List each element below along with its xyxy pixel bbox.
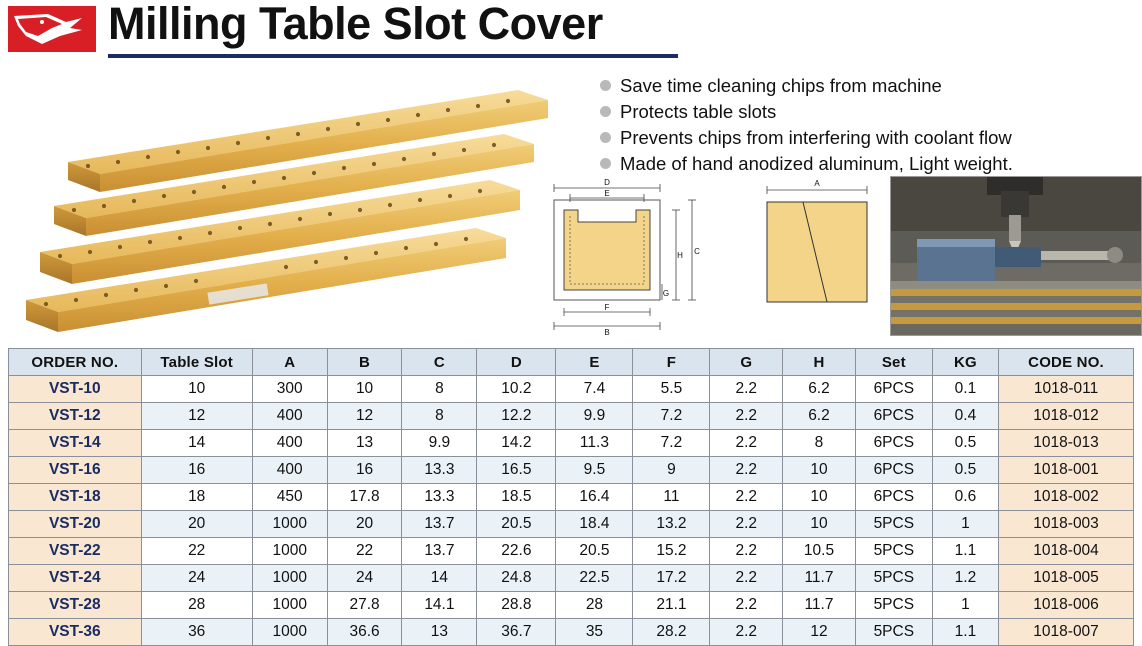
cell-d: 10.2 — [477, 376, 556, 403]
product-photo — [8, 66, 553, 336]
length-view-drawing — [745, 176, 895, 336]
cell-a: 400 — [252, 430, 327, 457]
cell-g: 2.2 — [710, 430, 783, 457]
cell-table-slot: 22 — [141, 538, 252, 565]
cell-f: 21.1 — [633, 592, 710, 619]
cell-set: 5PCS — [855, 592, 932, 619]
cell-order-no: VST-18 — [9, 484, 142, 511]
cell-b: 10 — [327, 376, 402, 403]
cell-g: 2.2 — [710, 619, 783, 646]
cell-b: 13 — [327, 430, 402, 457]
cell-d: 14.2 — [477, 430, 556, 457]
cell-g: 2.2 — [710, 565, 783, 592]
cell-f: 15.2 — [633, 538, 710, 565]
cell-kg: 0.6 — [932, 484, 998, 511]
cell-d: 28.8 — [477, 592, 556, 619]
cell-order-no: VST-20 — [9, 511, 142, 538]
cell-c: 14 — [402, 565, 477, 592]
feature-list — [600, 74, 1120, 178]
cell-e: 20.5 — [556, 538, 633, 565]
cell-set: 6PCS — [855, 457, 932, 484]
cell-b: 22 — [327, 538, 402, 565]
cell-c: 8 — [402, 376, 477, 403]
col-c: C — [402, 349, 477, 376]
cell-a: 1000 — [252, 565, 327, 592]
table-row — [9, 457, 1134, 484]
cell-a: 400 — [252, 457, 327, 484]
dim-label-b: B — [604, 328, 610, 336]
cell-c: 8 — [402, 403, 477, 430]
col-f: F — [633, 349, 710, 376]
cell-order-no: VST-24 — [9, 565, 142, 592]
cell-f: 17.2 — [633, 565, 710, 592]
col-set: Set — [855, 349, 932, 376]
cell-h: 12 — [783, 619, 856, 646]
cell-order-no: VST-12 — [9, 403, 142, 430]
table-row — [9, 619, 1134, 646]
cell-kg: 1.1 — [932, 538, 998, 565]
cell-e: 16.4 — [556, 484, 633, 511]
cell-d: 36.7 — [477, 619, 556, 646]
feature-text: Protects table slots — [620, 101, 777, 122]
feature-text: Made of hand anodized aluminum, Light weight. — [620, 153, 1013, 174]
list-item — [600, 126, 1120, 149]
cell-kg: 0.5 — [932, 457, 998, 484]
cell-f: 7.2 — [633, 430, 710, 457]
cell-set: 6PCS — [855, 484, 932, 511]
cell-h: 11.7 — [783, 565, 856, 592]
cell-a: 450 — [252, 484, 327, 511]
cell-order-no: VST-14 — [9, 430, 142, 457]
dim-label-a: A — [814, 179, 820, 188]
cell-e: 18.4 — [556, 511, 633, 538]
cell-c: 9.9 — [402, 430, 477, 457]
table-row — [9, 430, 1134, 457]
cell-d: 16.5 — [477, 457, 556, 484]
cell-kg: 0.4 — [932, 403, 998, 430]
col-d: D — [477, 349, 556, 376]
cell-h: 8 — [783, 430, 856, 457]
cell-f: 13.2 — [633, 511, 710, 538]
cell-d: 24.8 — [477, 565, 556, 592]
cell-d: 12.2 — [477, 403, 556, 430]
table-row — [9, 592, 1134, 619]
list-item — [600, 74, 1120, 97]
cell-table-slot: 20 — [141, 511, 252, 538]
feature-text: Prevents chips from interfering with coolant flow — [620, 127, 1012, 148]
table-row — [9, 538, 1134, 565]
spec-table-container — [8, 348, 1134, 646]
dim-label-f: F — [604, 303, 610, 312]
table-row — [9, 511, 1134, 538]
cell-order-no: VST-16 — [9, 457, 142, 484]
cell-set: 6PCS — [855, 376, 932, 403]
cell-code-no: 1018-002 — [999, 484, 1134, 511]
dim-label-c: C — [694, 247, 700, 256]
cell-kg: 1 — [932, 592, 998, 619]
cell-f: 11 — [633, 484, 710, 511]
cell-c: 13.3 — [402, 484, 477, 511]
list-item — [600, 152, 1120, 175]
cell-code-no: 1018-003 — [999, 511, 1134, 538]
col-table-slot: Table Slot — [141, 349, 252, 376]
cell-table-slot: 24 — [141, 565, 252, 592]
cell-e: 9.9 — [556, 403, 633, 430]
dim-label-h: H — [677, 251, 683, 260]
application-photo — [890, 176, 1142, 336]
cell-e: 22.5 — [556, 565, 633, 592]
table-row — [9, 376, 1134, 403]
cross-section-drawing — [540, 176, 720, 336]
dim-label-g: G — [662, 289, 670, 298]
cell-g: 2.2 — [710, 403, 783, 430]
cell-a: 300 — [252, 376, 327, 403]
cell-set: 5PCS — [855, 511, 932, 538]
cell-code-no: 1018-005 — [999, 565, 1134, 592]
cell-g: 2.2 — [710, 538, 783, 565]
eagle-head-icon — [8, 6, 96, 52]
col-b: B — [327, 349, 402, 376]
cell-set: 5PCS — [855, 565, 932, 592]
bullet-icon — [600, 106, 611, 117]
cell-set: 5PCS — [855, 619, 932, 646]
page-header — [0, 0, 1142, 62]
cell-table-slot: 14 — [141, 430, 252, 457]
cell-set: 6PCS — [855, 403, 932, 430]
cell-c: 13.7 — [402, 511, 477, 538]
cell-h: 6.2 — [783, 376, 856, 403]
col-kg: KG — [932, 349, 998, 376]
title-underline — [108, 54, 678, 58]
cell-kg: 1.2 — [932, 565, 998, 592]
cell-b: 16 — [327, 457, 402, 484]
table-header-row — [9, 349, 1134, 376]
cell-g: 2.2 — [710, 376, 783, 403]
table-row — [9, 484, 1134, 511]
cell-c: 13.7 — [402, 538, 477, 565]
cell-c: 14.1 — [402, 592, 477, 619]
cell-b: 17.8 — [327, 484, 402, 511]
cell-a: 1000 — [252, 538, 327, 565]
cell-b: 20 — [327, 511, 402, 538]
cell-a: 1000 — [252, 592, 327, 619]
cell-b: 36.6 — [327, 619, 402, 646]
cell-h: 11.7 — [783, 592, 856, 619]
cell-code-no: 1018-012 — [999, 403, 1134, 430]
cell-f: 7.2 — [633, 403, 710, 430]
cell-order-no: VST-22 — [9, 538, 142, 565]
cell-code-no: 1018-013 — [999, 430, 1134, 457]
cell-b: 27.8 — [327, 592, 402, 619]
dim-label-d: D — [604, 178, 610, 187]
cell-kg: 1.1 — [932, 619, 998, 646]
col-e: E — [556, 349, 633, 376]
cell-table-slot: 28 — [141, 592, 252, 619]
cell-table-slot: 16 — [141, 457, 252, 484]
cell-e: 9.5 — [556, 457, 633, 484]
cell-e: 11.3 — [556, 430, 633, 457]
list-item — [600, 100, 1120, 123]
cell-code-no: 1018-001 — [999, 457, 1134, 484]
cell-b: 24 — [327, 565, 402, 592]
cell-order-no: VST-28 — [9, 592, 142, 619]
dim-label-e: E — [604, 189, 610, 198]
feature-text: Save time cleaning chips from machine — [620, 75, 942, 96]
cell-order-no: VST-36 — [9, 619, 142, 646]
cell-kg: 0.1 — [932, 376, 998, 403]
table-row — [9, 403, 1134, 430]
cell-kg: 1 — [932, 511, 998, 538]
cell-h: 10 — [783, 511, 856, 538]
cell-h: 10 — [783, 457, 856, 484]
cross-section-svg — [540, 176, 720, 336]
bullet-icon — [600, 80, 611, 91]
cell-e: 7.4 — [556, 376, 633, 403]
cell-code-no: 1018-004 — [999, 538, 1134, 565]
cell-e: 28 — [556, 592, 633, 619]
cell-table-slot: 12 — [141, 403, 252, 430]
drawings-section — [540, 176, 1140, 340]
cell-table-slot: 10 — [141, 376, 252, 403]
cell-d: 20.5 — [477, 511, 556, 538]
cell-table-slot: 18 — [141, 484, 252, 511]
cell-g: 2.2 — [710, 511, 783, 538]
bullet-icon — [600, 158, 611, 169]
cell-e: 35 — [556, 619, 633, 646]
cell-d: 18.5 — [477, 484, 556, 511]
cell-h: 6.2 — [783, 403, 856, 430]
cell-d: 22.6 — [477, 538, 556, 565]
cell-g: 2.2 — [710, 457, 783, 484]
cell-order-no: VST-10 — [9, 376, 142, 403]
page-title: Milling Table Slot Cover — [108, 0, 603, 49]
cell-code-no: 1018-007 — [999, 619, 1134, 646]
milling-machine-photo — [891, 177, 1141, 335]
cell-c: 13.3 — [402, 457, 477, 484]
length-view-svg — [745, 176, 895, 336]
table-row — [9, 565, 1134, 592]
spec-table — [8, 348, 1134, 646]
eagle-head-logo — [8, 6, 96, 52]
cell-g: 2.2 — [710, 484, 783, 511]
cell-b: 12 — [327, 403, 402, 430]
cell-h: 10 — [783, 484, 856, 511]
cell-g: 2.2 — [710, 592, 783, 619]
col-g: G — [710, 349, 783, 376]
bullet-icon — [600, 132, 611, 143]
cell-f: 9 — [633, 457, 710, 484]
cell-code-no: 1018-011 — [999, 376, 1134, 403]
cell-table-slot: 36 — [141, 619, 252, 646]
col-h: H — [783, 349, 856, 376]
cell-c: 13 — [402, 619, 477, 646]
col-a: A — [252, 349, 327, 376]
cell-f: 5.5 — [633, 376, 710, 403]
col-code-no: CODE NO. — [999, 349, 1134, 376]
slot-cover-bars-illustration — [8, 66, 553, 336]
cell-a: 1000 — [252, 619, 327, 646]
cell-a: 400 — [252, 403, 327, 430]
cell-code-no: 1018-006 — [999, 592, 1134, 619]
col-order-no: ORDER NO. — [9, 349, 142, 376]
cell-f: 28.2 — [633, 619, 710, 646]
cell-h: 10.5 — [783, 538, 856, 565]
cell-set: 6PCS — [855, 430, 932, 457]
cell-kg: 0.5 — [932, 430, 998, 457]
cell-set: 5PCS — [855, 538, 932, 565]
cell-a: 1000 — [252, 511, 327, 538]
